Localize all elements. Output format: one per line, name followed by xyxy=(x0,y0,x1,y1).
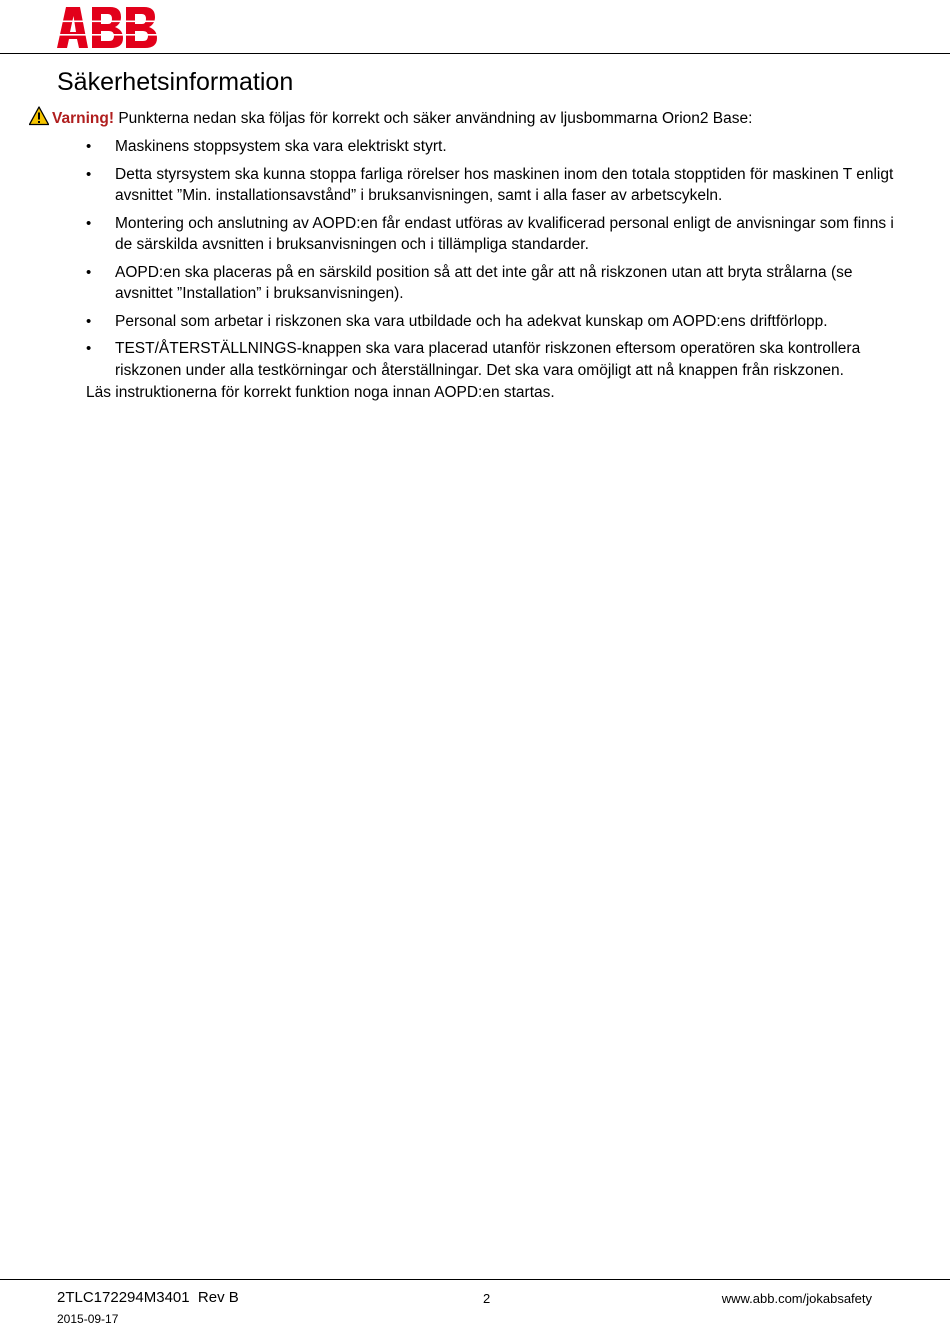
bullet-marker: • xyxy=(86,138,92,155)
list-item-text: Personal som arbetar i riskzonen ska vara utbildade och ha adekvat kunskap om AOPD:ens driftförlopp. xyxy=(115,312,828,330)
closing-instruction: Läs instruktionerna för korrekt funktion noga innan AOPD:en startas. xyxy=(86,384,555,401)
list-item xyxy=(86,311,896,333)
list-item xyxy=(86,136,896,158)
page-number: 2 xyxy=(483,1291,491,1306)
list-item-text: Montering och anslutning av AOPD:en får endast utföras av kvalificerad personal enligt de anvisningar som finns i de särskilda avsnitten i bruksanvisningen och i tillämpliga standarder. xyxy=(115,214,894,253)
list-item xyxy=(86,213,896,256)
warning-statement xyxy=(29,106,752,132)
website-link[interactable]: www.abb.com/jokabsafety xyxy=(721,1291,872,1306)
warning-label: Varning! xyxy=(52,110,115,127)
abb-logo xyxy=(57,7,157,48)
list-item xyxy=(86,262,896,305)
list-item-text: TEST/ÅTERSTÄLLNINGS-knappen ska vara placerad utanför riskzonen eftersom operatören ska kontrollera riskzonen under alla testkörningar och återställningar. Det ska vara omöjligt att nå knappen från riskzonen. xyxy=(115,340,861,379)
bullet-marker: • xyxy=(86,312,92,330)
bullet-marker: • xyxy=(86,214,92,232)
document-id: 2TLC172294M3401 Rev B xyxy=(57,1289,239,1306)
list-item xyxy=(86,338,896,381)
footer-divider xyxy=(0,1279,950,1280)
header-divider xyxy=(0,53,950,54)
bullet-marker: • xyxy=(86,165,92,183)
bullet-marker: • xyxy=(86,263,92,281)
safety-bullet-list xyxy=(86,136,896,387)
list-item xyxy=(86,164,896,207)
warning-text: Punkterna nedan ska följas för korrekt och säker användning av ljusbommarna Orion2 Base: xyxy=(114,110,753,127)
list-item-text: AOPD:en ska placeras på en särskild position så att det inte går att nå riskzonen utan att bryta strålarna (se avsnittet ”Installation” i bruksanvisningen). xyxy=(115,263,853,302)
document-date: 2015-09-17 xyxy=(57,1312,119,1326)
list-item-text: Detta styrsystem ska kunna stoppa farliga rörelser hos maskinen inom den totala stopptiden för maskinen T enligt avsnittet ”Min. installationsavstånd” i bruksanvisningen, samt i alla faser av arbetscykeln. xyxy=(115,165,894,204)
bullet-marker: • xyxy=(86,340,92,357)
warning-triangle-icon xyxy=(29,106,49,126)
list-item-text: Maskinens stoppsystem ska vara elektriskt styrt. xyxy=(115,138,447,155)
page-title: Säkerhetsinformation xyxy=(57,68,294,96)
